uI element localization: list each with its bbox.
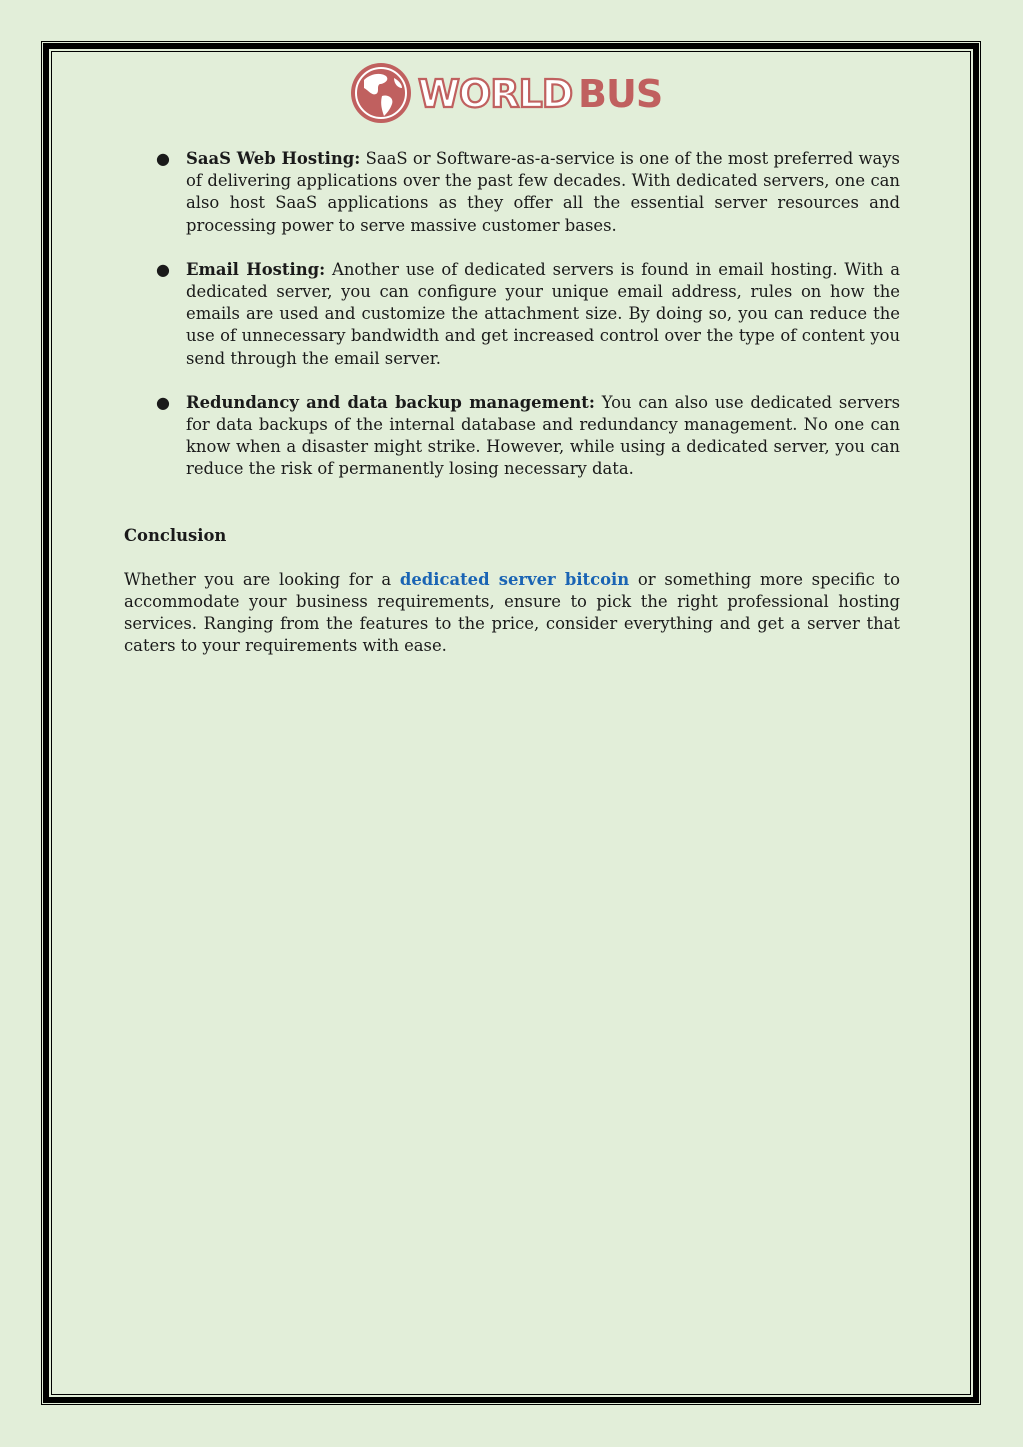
- list-item-heading: Email Hosting:: [186, 259, 326, 279]
- list-item-text: Another use of dedicated servers is found in email hosting. With a dedicated server, you can configure your unique email address, rules on how the emails are used and customize the attachment size. By doing so, you can reduce the use of unnecessary bandwidth and get increased control over the type of content you send through the email server.: [186, 259, 900, 368]
- list-item: [124, 392, 900, 481]
- conclusion-paragraph: [124, 569, 900, 658]
- dedicated-server-bitcoin-link[interactable]: dedicated server bitcoin: [399, 569, 630, 589]
- bullet-icon: ●: [156, 149, 170, 168]
- conclusion-text-end: or something more specific to accommodate your business requirements, ensure to pick the right professional hosting services. Ranging from the features to the price, consider everything and get a server that caters to your requirements with ease.: [124, 569, 901, 656]
- logo-text-world: WORLD: [418, 72, 573, 116]
- list-item: [124, 259, 900, 370]
- bullet-icon: ●: [156, 259, 170, 279]
- hosting-use-list: [124, 148, 900, 481]
- list-item: [124, 148, 900, 237]
- worldbus-logo: [350, 60, 672, 126]
- list-item-text: SaaS or Software-as-a-service is one of the most preferred ways of delivering applications over the past few decades. With dedicated servers, one can also host SaaS applications as they offer all the essential server resources and processing power to serve massive customer bases.: [186, 149, 900, 235]
- document-body: [124, 148, 900, 658]
- list-item-heading: Redundancy and data backup management:: [186, 392, 595, 412]
- bullet-icon: ●: [156, 392, 170, 412]
- globe-icon: [351, 63, 411, 123]
- list-item-heading: SaaS Web Hosting:: [186, 149, 361, 168]
- logo-text-bus: BUS: [578, 72, 663, 116]
- list-item-text: You can also use dedicated servers for data backups of the internal database and redundancy management. No one can know when a disaster might strike. However, while using a dedicated server, you can reduce the risk of permanently losing necessary data.: [186, 392, 901, 479]
- conclusion-text-start: Whether you are looking for a: [124, 569, 400, 589]
- conclusion-heading: Conclusion: [124, 525, 227, 545]
